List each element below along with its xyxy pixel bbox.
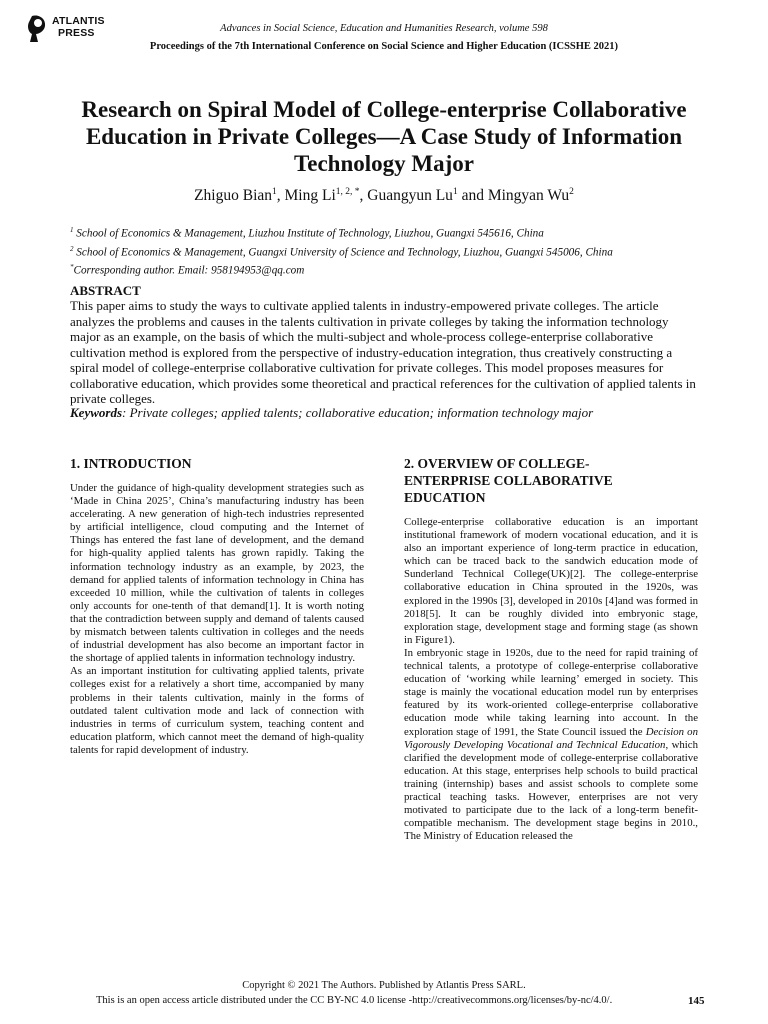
author-name: Zhiguo Bian xyxy=(194,187,273,205)
author-affiliation-mark: 2 xyxy=(569,187,574,197)
author-name: Ming Li xyxy=(284,187,336,205)
paragraph: In embryonic stage in 1920s, due to the need for rapid training of technical talents, a prototype of college-enterprise collaborative education of ‘working while learning’ emerged in society. This stage is mainly the vocational education model run by enterprises featured by its work-oriented college-enterprise collaborative education mode while taking learning into account. In the exploration stage of 1991, the State Council issued the Decision on Vigorously Developing Vocational and Technical Education, which clarified the development mode of college-enterprise collaborative education. At this stage, enterprises help schools to build practical training (internship) bases and assist schools to complete some practical teaching tasks. However, enterprises are not very motivated to participate due to the lack of a long-term benefit-compatible mechanism. The development stage begins in 2010., The Ministry of Education released the xyxy=(404,646,698,843)
paper-title: Research on Spiral Model of College-enterprise Collaborative Education in Private Colleges—A Case Study of Information Technology Major xyxy=(81,97,687,176)
page-number: 145 xyxy=(688,995,705,1007)
license-notice: This is an open access article distributed under the CC BY-NC 4.0 license -http://creativecommons.org/licenses/by-nc/4.0/. xyxy=(96,995,613,1006)
affiliations xyxy=(70,223,710,279)
section-heading-introduction: 1. INTRODUCTION xyxy=(70,456,192,471)
logo-text: ATLANTIS PRESS xyxy=(52,15,105,39)
keywords-list: : Private colleges; applied talents; collaborative education; information technology major xyxy=(122,405,594,420)
abstract-heading: ABSTRACT xyxy=(70,283,141,298)
introduction-body xyxy=(70,482,364,757)
author-name: Mingyan Wu xyxy=(487,187,570,205)
proceedings-name: Proceedings of the 7th International Conference on Social Science and Higher Education (ICSSHE 2021) xyxy=(149,41,619,52)
keywords xyxy=(70,405,710,421)
copyright-notice: Copyright © 2021 The Authors. Published by Atlantis Press SARL. xyxy=(242,980,526,991)
author-affiliation-mark: 1 xyxy=(272,187,277,197)
author-affiliation-mark: 1, 2, * xyxy=(335,187,360,197)
keywords-label: Keywords xyxy=(70,405,122,420)
document-title-reference: Decision on Vigorously Developing Vocational and Technical Education xyxy=(404,725,698,751)
paragraph: As an important institution for cultivating applied talents, private colleges exist for a relatively a short time, accompanied by many problems in their talents cultivation, mainly in the forms of outdated talent cultivation mode and lack of connection with industries in terms of curriculum system, teaching content and education platform, which cannot meet the demand of high-quality talents for rapid development of industry. xyxy=(70,665,364,756)
author-name: Guangyun Lu xyxy=(367,187,453,205)
author-list: Zhiguo Bian$^1$, Ming $Li^{1, 2, *}$, Guangyun Lu$^1$ and Mingyan Wu$^2$ xyxy=(194,187,574,205)
affiliation-line: $^1$ School of Economics & Management, Liuzhou Institute of Technology, Liuzhou, Guangxi 545616, China xyxy=(70,226,544,240)
corresponding-author: *Corresponding author. Email: 958194953@qq.com xyxy=(70,263,305,278)
affiliation-line: $^2$ School of Economics & Management, Guangxi University of Science and Technology, Liuzhou, Guangxi 545006, China xyxy=(70,244,613,259)
journal-name: Advances in Social Science, Education and Humanities Research, volume 598 xyxy=(220,23,548,34)
section-heading-overview: 2. OVERVIEW OF COLLEGE-ENTERPRISE COLLABORATIVE EDUCATION xyxy=(404,456,613,505)
overview-body xyxy=(404,516,698,843)
author-affiliation-mark: 1 xyxy=(452,187,458,197)
abstract-text: This paper aims to study the ways to cultivate applied talents in industry-empowered private colleges. The article analyzes the problems and causes in the talents cultivation in private colleges by taking the information technology major as an example, on the basis of which the multi-subject and whole-process college-enterprise collaborative cultivation method is explored from the perspective of industry-education integration, thus creatively constructing a spiral model of college-enterprise collaborative cultivation for private colleges. This model proposes measures for collaborative education, which provides some theoretical and practical references for the cultivation of applied talents in private colleges. xyxy=(70,298,696,406)
paragraph: Under the guidance of high-quality development strategies such as ‘Made in China 2025’, China’s manufacturing industry has been accelerating. A new generation of high-tech industries represented by artificial intelligence, cloud computing and the Internet of Things has entered the fast lane of development, and the demand for high-quality applied talents has grown rapidly. Taking the information technology industry as an example, by 2023, the demand for applied talents of information technology in China has exceeded 10 million, while the cultivation of talents in colleges only accounts for one-tenth of that demand[1]. It is worth noting that the contradiction between supply and demand of talents caused by mismatch between talents cultivation in colleges and the needs of industrial development has also become an important factor in the shortage of applied talents in information technology industry. xyxy=(70,482,364,665)
paragraph: College-enterprise collaborative education is an important institutional framework of modern vocational education, and it is also an important experience of long-term practice in education, which can be traced back to the sandwich education mode of Sunderland Technical College(UK)[2]. The college-enterprise collaborative education in China sprouted in the 1920s, was explored in the 1990s [3], developed in 2010s [4]and was formed in 2018[5]. It can be roughly divided into embryonic stage, exploration stage, development stage and forming stage (as shown in Figure1). xyxy=(404,516,698,646)
